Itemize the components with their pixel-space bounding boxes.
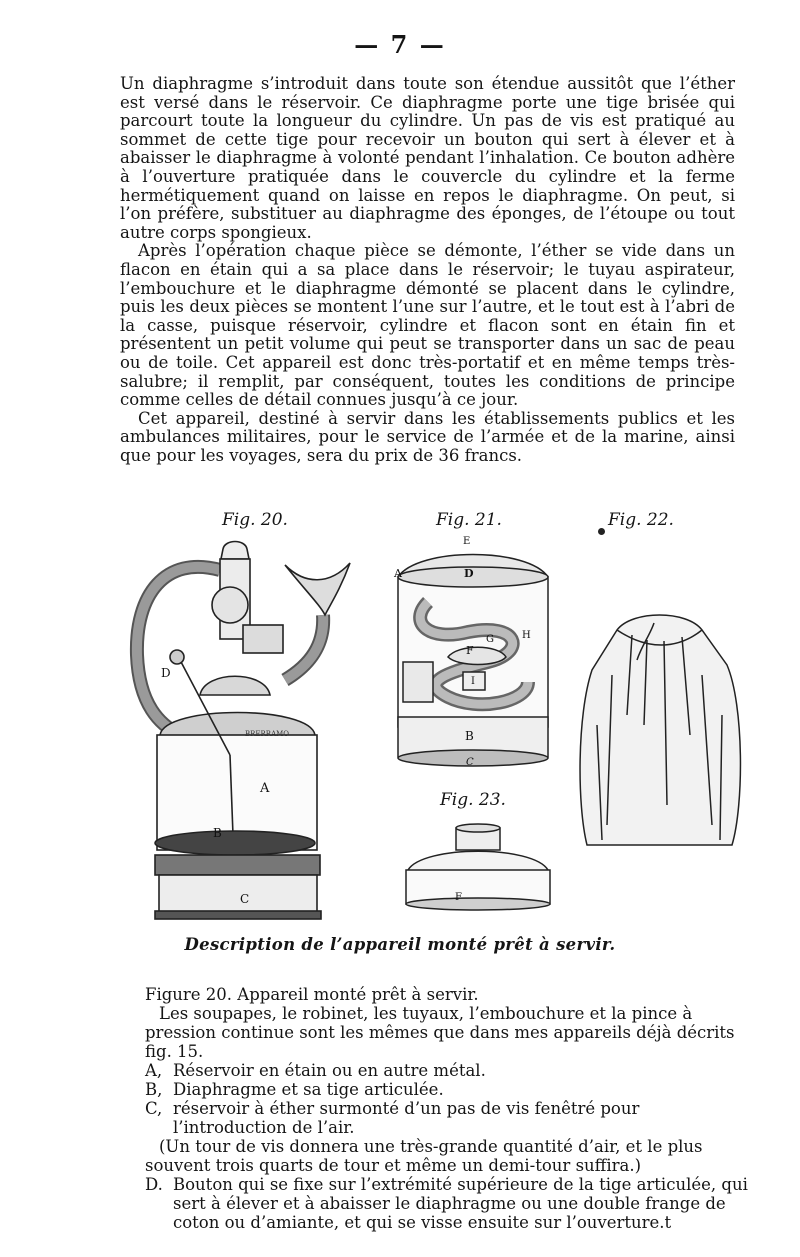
legend-key-d: D.: [145, 1175, 163, 1194]
legend-item-b: [145, 1080, 755, 1099]
fig23-caption: Fig. 23.: [440, 790, 506, 810]
legend-text-a: Réservoir en étain ou en autre métal.: [173, 1061, 486, 1080]
fig20-label-d: D: [161, 666, 171, 680]
fig21-label-i: I: [471, 676, 475, 687]
legend-intro: Figure 20. Appareil monté prêt à servir.: [145, 985, 479, 1004]
legend-key-b: B,: [145, 1080, 163, 1099]
fig20-label-a: A: [260, 781, 270, 796]
fig21-label-b: B: [465, 729, 474, 743]
fig23-illustration: [398, 820, 558, 915]
fig21-label-h: H: [522, 630, 531, 641]
legend-key-a: A,: [145, 1061, 163, 1080]
fig20-caption: Fig. 20.: [222, 510, 288, 530]
paragraph-price: Cet appareil, destiné à servir dans les établissements publics et les ambulances militaires, pour le service de l’armée et de la marine, ainsi que pour les voyages, sera du prix de 36 francs.: [120, 408, 735, 465]
fig20-label-c: C: [240, 892, 250, 906]
paragraph-diaphragm: Un diaphragme s’introduit dans toute son étendue aussitôt que l’éther est versé dans le réservoir. Ce diaphragme porte une tige brisée qui parcourt toute la longueur du cylindre. Un pas de vis est pratiqué au sommet de cette tige pour recevoir un bouton qui sert à élever et à abaisser le diaphragme à volonté pendant l’inhalation. Ce bouton adhère à l’ouverture pratiquée dans le couvercle du cylindre et la ferme hermétiquement quand on laisse en repos le diaphragme. On peut, si l’on préfère, substituer au diaphragme des éponges, de l’étoupe ou tout autre corps spongieux.: [120, 74, 735, 242]
ink-spot: [598, 528, 605, 535]
fig21-caption: Fig. 21.: [436, 510, 502, 530]
fig22-illustration: [572, 605, 747, 855]
legend-text-c: réservoir à éther surmonté d’un pas de vis fenêtré pour l’introduction de l’air.: [173, 1099, 640, 1137]
legend-item-d: [145, 1175, 755, 1232]
fig21-label-g: G: [486, 634, 494, 645]
legend-note: Les soupapes, le robinet, les tuyaux, l’embouchure et la pince à pression continue sont les mêmes que dans mes appareils déjà décrits fig. 15.: [145, 1004, 735, 1061]
body-text: [120, 75, 735, 465]
paragraph-disassembly: Après l’opération chaque pièce se démonte, l’éther se vide dans un flacon en étain qui a sa place dans le réservoir; le tuyau aspirateur, l’embouchure et le diaphragme démonté se placent dans le cylindre, puis les deux pièces se montent l’une sur l’autre, et le tout est à l’abri de la casse, puisque réservoir, cylindre et flacon sont en étain fin et présentent un petit volume qui peut se transporter dans un sac de peau ou de toile. Cet appareil est donc très-portatif et en même temps très-salubre; il remplit, par conséquent, toutes les conditions de principe comme celles de détail connues jusqu’à ce jour.: [120, 241, 735, 410]
fig20-label-b: B: [213, 826, 222, 840]
legend-text-b: Diaphragme et sa tige articulée.: [173, 1080, 444, 1099]
fig21-label-d: D: [464, 567, 474, 580]
legend: [145, 985, 755, 1232]
legend-parenthetical: (Un tour de vis donnera une très-grande quantité d’air, et le plus souvent trois quarts de tour et même un demi-tour suffira.): [145, 1137, 703, 1175]
page-number: — 7 —: [354, 30, 446, 59]
fig20-illustration: [125, 535, 375, 925]
fig21-label-c: C: [466, 757, 474, 768]
legend-key-c: C,: [145, 1099, 163, 1118]
figure-description: Description de l’appareil monté prêt à servir.: [184, 935, 616, 954]
legend-item-a: [145, 1061, 755, 1080]
fig23-label-f: F: [455, 892, 462, 903]
fig21-illustration: [388, 532, 558, 772]
fig22-caption: Fig. 22.: [608, 510, 674, 530]
fig21-label-a: A: [394, 567, 402, 580]
fig21-label-f: F: [466, 644, 474, 657]
legend-text-d: Bouton qui se fixe sur l’extrémité supérieure de la tige articulée, qui sert à élever et à abaisser le diaphragme ou une double frange de coton ou d’amiante, et qui se visse ensuite sur l’ouverture.t: [173, 1175, 748, 1232]
fig21-label-e: E: [463, 536, 471, 547]
legend-item-c: [145, 1099, 755, 1137]
fig20-stamp: BRERRAMO: [245, 730, 290, 738]
